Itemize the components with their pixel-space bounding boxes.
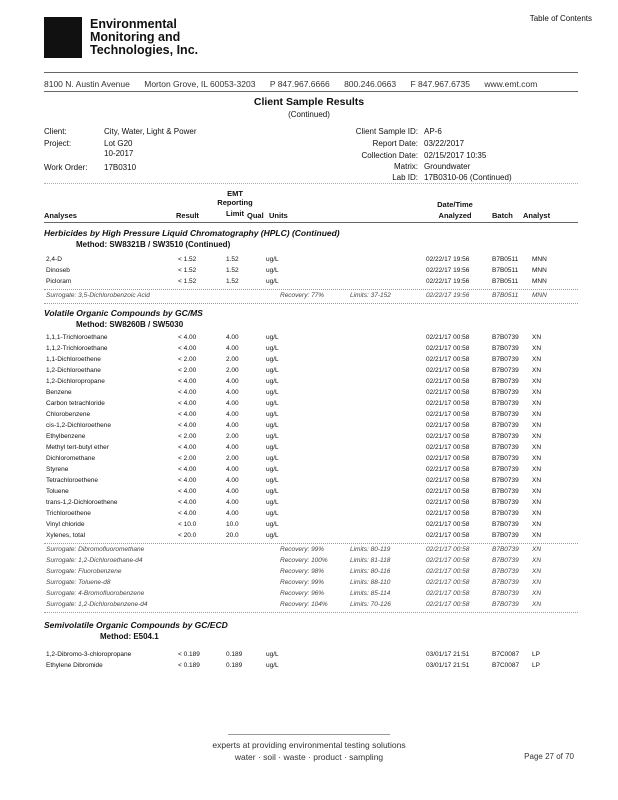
batch-value: B7B0739 [492,477,519,484]
colldate-label: Collection Date: [361,151,418,160]
limit-value: 4.00 [226,510,239,517]
company-name-line3: Technologies, Inc. [90,43,199,57]
surrogate-name: Surrogate: 1,2-Dichloroethane-d4 [46,557,143,564]
col-qual: Qual [247,211,264,220]
analyte-name: Dichloromethane [46,455,96,462]
colldate-value: 02/15/2017 10:35 [424,151,487,160]
header-rule-bottom [44,91,578,92]
result-value: < 4.00 [178,400,197,407]
analyst-value: LP [532,662,540,669]
col-datetime: Date/Time [437,200,473,209]
limits-value: Limits: 80-116 [350,568,391,575]
section-title-svoc: Semivolatile Organic Compounds by GC/ECD [44,620,228,630]
analyte-name: Carbon tetrachloride [46,400,105,407]
result-value: < 1.52 [178,278,197,285]
labid-value: 17B0310-06 (Continued) [424,173,512,182]
date-value: 02/21/17 00:58 [426,557,470,564]
method-herbicides: Method: SW8321B / SW3510 (Continued) [76,240,231,249]
col-analyst: Analyst [523,211,551,220]
analyst-value: XN [532,510,542,517]
batch-value: B7B0739 [492,579,519,586]
footer-services: water · soil · waste · product · sampling [234,752,384,762]
sampleid-label: Client Sample ID: [355,127,418,136]
company-logo [44,17,82,58]
analyte-name: Methyl tert-butyl ether [46,444,109,451]
batch-value: B7B0739 [492,510,519,517]
col-datetime-header [430,200,480,220]
result-value: < 0.189 [178,651,200,658]
recovery-value: Recovery: 104% [280,601,328,608]
result-value: < 4.00 [178,477,197,484]
unit-value: ug/L [266,499,279,506]
result-value: < 10.0 [178,521,197,528]
analyst-value: XN [532,455,542,462]
row-divider [44,289,578,290]
analyte-name: Ethylene Dibromide [46,662,103,669]
limits-value: Limits: 80-119 [350,546,391,553]
limit-value: 4.00 [226,466,239,473]
address-bar [44,79,537,89]
reportdate-value: 03/22/2017 [424,139,465,148]
result-value: < 4.00 [178,345,197,352]
batch-value: B7B0739 [492,389,519,396]
address-city: Morton Grove, IL 60053-3203 [144,79,256,89]
unit-value: ug/L [266,455,279,462]
result-value: < 4.00 [178,389,197,396]
date-value: 02/21/17 00:58 [426,521,470,528]
date-value: 03/01/17 21:51 [426,651,470,658]
date-value: 02/22/17 19:56 [426,292,470,299]
date-value: 02/21/17 00:58 [426,378,470,385]
result-value: < 2.00 [178,367,197,374]
unit-value: ug/L [266,422,279,429]
batch-value: B7B0739 [492,411,519,418]
report-subtitle: (Continued) [288,110,330,119]
limit-value: 2.00 [226,433,239,440]
batch-value: B7B0739 [492,546,519,553]
result-value: < 4.00 [178,411,197,418]
reportdate-label: Report Date: [372,139,418,148]
batch-value: B7B0511 [492,278,519,285]
method-voc: Method: SW8260B / SW5030 [76,320,184,329]
batch-value: B7B0739 [492,433,519,440]
analyst-value: MNN [532,256,547,263]
analyst-value: XN [532,411,542,418]
analyte-name: 2,4-D [46,256,62,263]
company-name-line2: Monitoring and [90,30,181,44]
result-value: < 4.00 [178,422,197,429]
surrogate-name: Surrogate: Toluene-d8 [46,579,111,586]
limit-value: 4.00 [226,488,239,495]
analyte-name: 1,1-Dichloroethene [46,356,101,363]
address-web: www.emt.com [484,79,538,89]
report-title: Client Sample Results [253,96,365,108]
unit-value: ug/L [266,400,279,407]
limits-value: Limits: 81-118 [350,557,391,564]
limit-value: 4.00 [226,378,239,385]
analyte-name: Xylenes, total [46,532,86,539]
limit-value: 4.00 [226,422,239,429]
col-batch: Batch [492,211,513,220]
col-emt: EMT [227,189,243,198]
analyst-value: XN [532,579,542,586]
limit-value: 4.00 [226,444,239,451]
analyst-value: XN [532,378,542,385]
limits-value: Limits: 37-152 [350,292,391,299]
date-value: 02/21/17 00:58 [426,444,470,451]
project-value-2: 10-2017 [104,149,134,158]
date-value: 02/21/17 00:58 [426,510,470,517]
date-value: 02/21/17 00:58 [426,488,470,495]
limit-value: 10.0 [226,521,239,528]
result-value: < 2.00 [178,455,197,462]
date-value: 02/21/17 00:58 [426,400,470,407]
table-row [44,662,578,674]
batch-value: B7C0087 [492,651,520,658]
unit-value: ug/L [266,444,279,451]
analyte-name: Trichloroethene [46,510,91,517]
result-value: < 1.52 [178,267,197,274]
batch-value: B7B0739 [492,601,519,608]
matrix-label: Matrix: [394,162,418,171]
analyte-name: cis-1,2-Dichloroethene [46,422,112,429]
limit-value: 4.00 [226,411,239,418]
analyst-value: XN [532,367,542,374]
result-value: < 4.00 [178,499,197,506]
col-units: Units [269,211,288,220]
analyst-value: XN [532,433,542,440]
analyst-value: XN [532,389,542,396]
batch-value: B7C0087 [492,662,520,669]
date-value: 02/21/17 00:58 [426,568,470,575]
unit-value: ug/L [266,521,279,528]
client-label: Client: [44,127,67,136]
date-value: 02/22/17 19:56 [426,267,470,274]
col-reporting: Reporting [217,198,253,207]
unit-value: ug/L [266,389,279,396]
surrogate-name: Surrogate: Fluorobenzene [46,568,122,575]
surrogate-name: Surrogate: 3,5-Dichlorobenzoic Acid [46,292,150,299]
analyte-name: 1,2-Dichloropropane [46,378,105,385]
surrogate-name: Surrogate: 1,2-Dichlorobenzene-d4 [46,601,148,608]
project-label: Project: [44,139,72,148]
date-value: 02/21/17 00:58 [426,477,470,484]
date-value: 02/21/17 00:58 [426,532,470,539]
method-svoc: Method: E504.1 [100,632,159,641]
unit-value: ug/L [266,278,279,285]
analyte-name: 1,2-Dichloroethane [46,367,101,374]
section-title-voc: Volatile Organic Compounds by GC/MS [44,308,203,318]
date-value: 03/01/17 21:51 [426,662,470,669]
limit-value: 2.00 [226,356,239,363]
batch-value: B7B0739 [492,400,519,407]
limit-value: 1.52 [226,267,239,274]
analyst-value: LP [532,651,540,658]
limit-value: 4.00 [226,477,239,484]
batch-value: B7B0739 [492,455,519,462]
limit-value: 20.0 [226,532,239,539]
batch-value: B7B0739 [492,488,519,495]
analyte-name: trans-1,2-Dichloroethene [46,499,118,506]
analyte-name: Ethylbenzene [46,433,86,440]
result-value: < 4.00 [178,510,197,517]
result-value: < 4.00 [178,378,197,385]
date-value: 02/21/17 00:58 [426,499,470,506]
batch-value: B7B0739 [492,499,519,506]
date-value: 02/22/17 19:56 [426,256,470,263]
analyte-name: Tetrachloroethene [46,477,99,484]
footer-rule [228,734,390,735]
analyst-value: XN [532,345,542,352]
date-value: 02/21/17 00:58 [426,389,470,396]
project-value: Lot G20 [104,139,133,148]
analyst-value: XN [532,590,542,597]
date-value: 02/21/17 00:58 [426,345,470,352]
batch-value: B7B0739 [492,356,519,363]
col-analyzed: Analyzed [438,211,472,220]
date-value: 02/21/17 00:58 [426,455,470,462]
column-header-rule [44,222,578,223]
batch-value: B7B0739 [492,378,519,385]
limit-value: 2.00 [226,367,239,374]
unit-value: ug/L [266,477,279,484]
analyte-name: 1,1,2-Trichloroethane [46,345,108,352]
batch-value: B7B0739 [492,532,519,539]
address-fax: F 847.967.6735 [410,79,470,89]
header-rule-top [44,72,578,73]
analyst-value: XN [532,356,542,363]
limit-value: 4.00 [226,334,239,341]
analyst-value: XN [532,422,542,429]
analyte-name: 1,2-Dibromo-3-chloropropane [46,651,132,658]
recovery-value: Recovery: 96% [280,590,325,597]
batch-value: B7B0739 [492,422,519,429]
client-value: City, Water, Light & Power [104,127,197,136]
result-value: < 1.52 [178,256,197,263]
page-number: Page 27 of 70 [524,752,574,761]
unit-value: ug/L [266,532,279,539]
address-phone: P 847.967.6666 [269,79,330,89]
surrogate-name: Surrogate: 4-Bromofluorobenzene [46,590,145,597]
batch-value: B7B0739 [492,590,519,597]
unit-value: ug/L [266,488,279,495]
result-value: < 4.00 [178,444,197,451]
analyst-value: XN [532,601,542,608]
limit-value: 4.00 [226,345,239,352]
date-value: 02/21/17 00:58 [426,601,470,608]
labid-label: Lab ID: [392,173,418,182]
unit-value: ug/L [266,651,279,658]
unit-value: ug/L [266,378,279,385]
section-divider [44,303,578,304]
analyst-value: XN [532,546,542,553]
analyst-value: XN [532,466,542,473]
unit-value: ug/L [266,411,279,418]
row-divider [44,543,578,544]
analyst-value: XN [532,444,542,451]
info-divider [44,183,578,184]
analyst-value: XN [532,557,542,564]
unit-value: ug/L [266,367,279,374]
analyte-name: Styrene [46,466,69,473]
table-of-contents-link[interactable]: Table of Contents [529,14,592,23]
unit-value: ug/L [266,510,279,517]
batch-value: B7B0739 [492,345,519,352]
limit-value: 0.189 [226,651,243,658]
result-value: < 2.00 [178,356,197,363]
date-value: 02/21/17 00:58 [426,579,470,586]
result-value: < 4.00 [178,466,197,473]
unit-value: ug/L [266,334,279,341]
recovery-value: Recovery: 98% [280,568,325,575]
limit-value: 4.00 [226,499,239,506]
batch-value: B7B0739 [492,568,519,575]
batch-value: B7B0511 [492,256,519,263]
date-value: 02/22/17 19:56 [426,278,470,285]
company-name [90,18,198,57]
result-value: < 2.00 [178,433,197,440]
sampleid-value: AP-6 [424,127,442,136]
date-value: 02/21/17 00:58 [426,433,470,440]
address-street: 8100 N. Austin Avenue [44,79,130,89]
batch-value: B7B0739 [492,557,519,564]
analyst-value: XN [532,400,542,407]
batch-value: B7B0739 [492,367,519,374]
analyte-name: Vinyl chloride [46,521,85,528]
result-value: < 0.189 [178,662,200,669]
recovery-value: Recovery: 99% [280,546,325,553]
recovery-value: Recovery: 77% [280,292,325,299]
limit-value: 4.00 [226,389,239,396]
analyst-value: XN [532,477,542,484]
limits-value: Limits: 70-126 [350,601,391,608]
result-value: < 4.00 [178,488,197,495]
matrix-value: Groundwater [424,162,471,171]
date-value: 02/21/17 00:58 [426,411,470,418]
unit-value: ug/L [266,662,279,669]
analyte-name: 1,1,1-Trichloroethane [46,334,108,341]
col-result: Result [176,211,199,220]
col-analyses: Analyses [44,211,77,220]
limit-value: 2.00 [226,455,239,462]
analyte-name: Chlorobenzene [46,411,91,418]
analyst-value: MNN [532,292,547,299]
limit-value: 4.00 [226,400,239,407]
workorder-label: Work Order: [44,163,88,172]
date-value: 02/21/17 00:58 [426,590,470,597]
analyte-name: Dinoseb [46,267,70,274]
result-value: < 4.00 [178,334,197,341]
company-name-line1: Environmental [90,17,177,31]
analyst-value: XN [532,521,542,528]
date-value: 02/21/17 00:58 [426,466,470,473]
recovery-value: Recovery: 99% [280,579,325,586]
limit-value: 1.52 [226,256,239,263]
limits-value: Limits: 88-110 [350,579,391,586]
col-limit: Limit [226,209,244,218]
unit-value: ug/L [266,356,279,363]
section-title-herbicides: Herbicides by High Pressure Liquid Chromatography (HPLC) (Continued) [44,228,340,238]
batch-value: B7B0511 [492,267,519,274]
analyte-name: Benzene [46,389,72,396]
batch-value: B7B0739 [492,334,519,341]
analyst-value: XN [532,499,542,506]
analyst-value: XN [532,334,542,341]
section-divider [44,612,578,613]
date-value: 02/21/17 00:58 [426,367,470,374]
analyte-name: Toluene [46,488,69,495]
analyst-value: XN [532,568,542,575]
analyst-value: MNN [532,267,547,274]
limits-value: Limits: 85-114 [350,590,391,597]
limit-value: 0.189 [226,662,243,669]
analyst-value: XN [532,488,542,495]
workorder-value: 17B0310 [104,163,137,172]
date-value: 02/21/17 00:58 [426,422,470,429]
surrogate-name: Surrogate: Dibromofluoromethane [46,546,145,553]
batch-value: B7B0739 [492,521,519,528]
date-value: 02/21/17 00:58 [426,546,470,553]
analyst-value: MNN [532,278,547,285]
unit-value: ug/L [266,433,279,440]
unit-value: ug/L [266,345,279,352]
batch-value: B7B0739 [492,444,519,451]
analyst-value: XN [532,532,542,539]
date-value: 02/21/17 00:58 [426,356,470,363]
address-tollfree: 800.246.0663 [344,79,397,89]
footer-tagline: experts at providing environmental testing solutions [212,740,406,750]
limit-value: 1.52 [226,278,239,285]
unit-value: ug/L [266,256,279,263]
batch-value: B7B0511 [492,292,519,299]
recovery-value: Recovery: 100% [280,557,328,564]
date-value: 02/21/17 00:58 [426,334,470,341]
analyte-name: Picloram [46,278,72,285]
result-value: < 20.0 [178,532,197,539]
unit-value: ug/L [266,267,279,274]
unit-value: ug/L [266,466,279,473]
batch-value: B7B0739 [492,466,519,473]
